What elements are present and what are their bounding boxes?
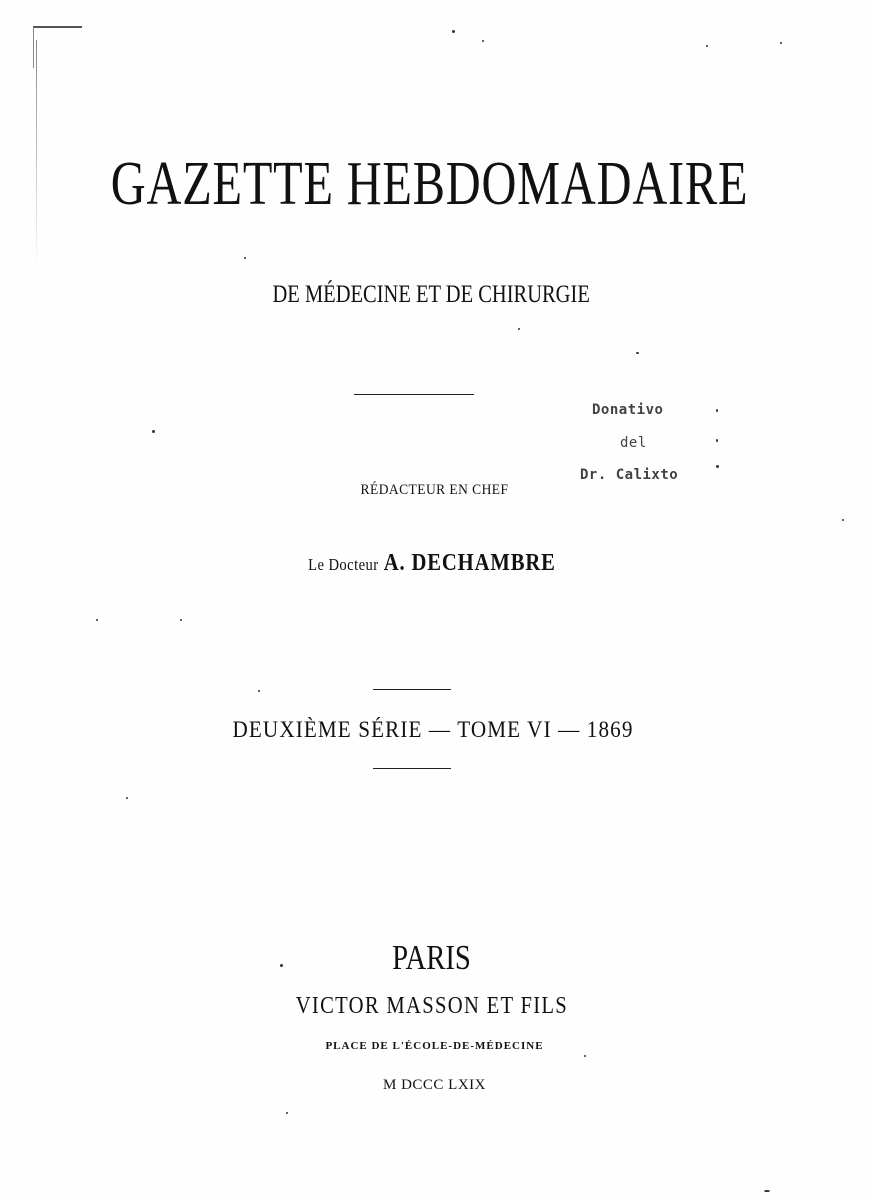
journal-subtitle: DE MÉDECINE ET DE CHIRURGIE xyxy=(272,281,590,308)
scan-speck xyxy=(244,257,246,259)
editor-name: A. DECHAMBRE xyxy=(383,550,556,576)
scan-speck xyxy=(842,519,844,521)
scan-speck xyxy=(152,430,155,433)
scan-speck xyxy=(764,1190,770,1192)
journal-title: GAZETTE HEBDOMADAIRE xyxy=(110,150,749,218)
scan-speck xyxy=(716,439,718,442)
editor-role: RÉDACTEUR EN CHEF xyxy=(360,482,509,498)
editor-prefix: Le Docteur xyxy=(308,555,379,574)
scan-speck xyxy=(126,797,128,799)
scan-speck xyxy=(780,42,782,44)
scan-speck xyxy=(280,964,283,967)
publisher-address: PLACE DE L'ÉCOLE-DE-MÉDECINE xyxy=(325,1040,544,1052)
publication-year-roman: M DCCC LXIX xyxy=(382,1077,486,1093)
stamp-line-1: Donativo xyxy=(592,402,664,418)
scan-speck xyxy=(96,619,98,621)
scan-speck xyxy=(286,1112,288,1114)
scan-speck xyxy=(180,619,182,621)
scan-speck xyxy=(716,465,719,468)
divider-rule xyxy=(373,768,451,769)
scan-speck xyxy=(584,1055,586,1057)
scan-speck xyxy=(258,690,260,692)
publication-city: PARIS xyxy=(392,938,471,977)
scan-speck xyxy=(452,30,455,33)
series-line: DEUXIÈME SÉRIE — TOME VI — 1869 xyxy=(232,717,634,742)
stamp-line-2: del xyxy=(620,435,647,451)
scan-speck xyxy=(482,40,484,42)
divider-rule xyxy=(373,689,451,690)
scan-edge-mark xyxy=(36,40,37,270)
divider-rule xyxy=(354,394,474,395)
scan-speck xyxy=(716,409,718,412)
scan-speck xyxy=(706,45,708,47)
editor-line xyxy=(58,548,805,580)
scan-speck xyxy=(636,352,639,354)
scan-corner-mark xyxy=(33,26,82,68)
publisher-name: VICTOR MASSON ET FILS xyxy=(295,993,569,1019)
stamp-line-3: Dr. Calixto xyxy=(580,467,679,483)
scan-speck xyxy=(518,328,520,330)
